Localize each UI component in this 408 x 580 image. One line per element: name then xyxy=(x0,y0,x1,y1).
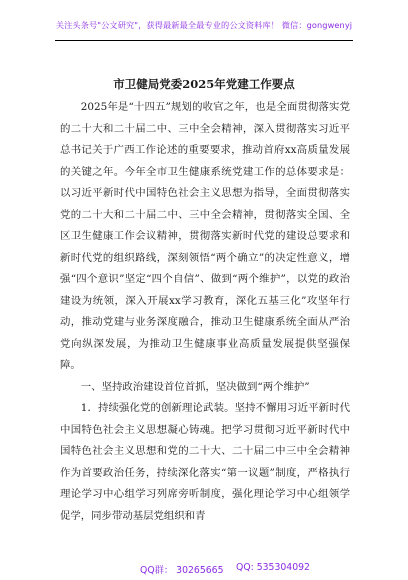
document-title: 市卫健局党委2025年党建工作要点 xyxy=(113,77,295,91)
section-heading: 一、坚持政治建设首位首抓，坚决做到“两个维护” xyxy=(80,380,310,393)
document-body xyxy=(60,97,350,527)
header-banner: 关注头条号"公文研究"，获得最新最全最专业的公文资料库！ 微信：gongwenyj xyxy=(55,20,353,30)
qq-group-number: QQ群： 30265665 xyxy=(140,565,224,576)
header-divider xyxy=(55,40,353,41)
body-paragraph: 1．持续强化党的创新理论武装。坚持不懈用习近平新时代中国特色社会主义思想凝心铸魂。把学习贯彻习近平新时代中国特色社会主义思想和党的二十大、二十届二中三中全会精神作为首要政治任务，持续深化落实“第一议题”制度，严格执行理论学习中心组学习列席旁听制度，强化理论学习中心组领学促学，同步带动基层党组织和青 xyxy=(60,402,350,522)
qq-number: QQ: 535304092 xyxy=(236,562,310,573)
intro-paragraph: 2025年是“十四五”规划的收官之年，也是全面贯彻落实党的二十大和二十届二中、三中全会精神，深入贯彻落实习近平总书记关于广西工作论述的重要要求，推动首府xx高质量发展的关键之年。今年全市卫生健康系统党建工作的总体要求是：以习近平新时代中国特色社会主义思想为指导，全面贯彻落实党的二十大和二十届二中、三中全会精神，贯彻落实全国、全区卫生健康工作会议精神，贯彻落实新时代党的建设总要求和新时代党的组织路线，深刻领悟“两个确立”的决定性意义，增强“四个意识”坚定“四个自信”、做到“两个维护”，以党的政治建设为统领，深入开展xx学习教育，深化五基三化”攻坚年行动，推动党建与业务深度融合，推动卫生健康系统全面从严治党向纵深发展，为推动卫生健康事业高质量发展提供坚强保障。 xyxy=(60,101,350,371)
